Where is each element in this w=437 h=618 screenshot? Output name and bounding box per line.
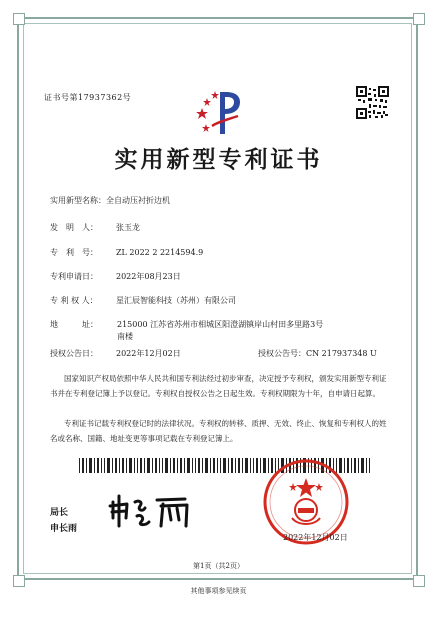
grant-date-value: 2022年12月02日	[116, 349, 181, 358]
address-line-1: 215000 江苏省苏州市相城区阳澄湖镇岸山村田多里路3号	[117, 320, 324, 329]
patent-number-row	[50, 247, 203, 258]
patentee-row	[50, 295, 236, 306]
legal-status-paragraph: 专利证书记载专利权登记时的法律状况。专利权的转移、质押、无效、终止、恢复和专利权人的姓名或名称、国籍、地址变更等事项记载在专利登记簿上。	[50, 419, 387, 443]
address-row	[50, 319, 98, 330]
patent-number-label: 专 利 号：	[50, 248, 98, 257]
commissioner-name: 申长雨	[50, 524, 78, 534]
page-number: 第1页（共2页）	[193, 562, 244, 570]
address-value	[117, 319, 367, 343]
patent-office-emblem-icon	[196, 86, 242, 136]
patentee-label: 专 利 权 人：	[50, 296, 98, 305]
grant-number-label: 授权公告号：	[258, 349, 306, 358]
inventor-value: 张玉龙	[116, 223, 140, 232]
certificate-title: 实用新型专利证书	[114, 146, 323, 173]
footer-note: 其他事项参见续页	[190, 587, 247, 595]
patent-number-value: ZL 2022 2 2214594.9	[116, 248, 204, 257]
utility-model-name-value: 全自动压衬折边机	[106, 196, 170, 205]
filing-date-value: 2022年08月23日	[116, 272, 181, 281]
utility-model-name-row	[50, 195, 170, 206]
address-label: 地 址：	[50, 320, 98, 329]
grant-date-label: 授权公告日：	[50, 349, 98, 358]
filing-date-row	[50, 271, 181, 282]
inventor-label: 发 明 人：	[50, 223, 98, 232]
grant-statement-paragraph: 国家知识产权局依照中华人民共和国专利法经过初步审查，决定授予专利权，颁发实用新型专利证书并在专利登记簿上予以登记。专利权自授权公告之日起生效。专利权期限为十年，自申请日起算。	[50, 374, 387, 398]
certificate-number: 证书号第17937362号	[44, 93, 132, 102]
grant-number-value: CN 217937348 U	[306, 349, 377, 358]
commissioner-block	[50, 505, 77, 537]
grant-number-row	[258, 348, 377, 359]
utility-model-name-label: 实用新型名称：	[50, 196, 106, 205]
commissioner-title: 局长	[50, 508, 69, 518]
grant-date-row	[50, 348, 181, 359]
seal-date: 2022年12月02日	[283, 533, 348, 542]
address-line-2: 南楼	[117, 332, 133, 341]
corner-ornament-top-left	[13, 13, 25, 25]
filing-date-label: 专利申请日：	[50, 272, 98, 281]
patentee-value: 星汇辰智能科技（苏州）有限公司	[116, 296, 236, 305]
inventor-row	[50, 222, 140, 233]
qr-code-icon	[356, 86, 389, 119]
corner-ornament-top-right	[413, 13, 425, 25]
commissioner-signature	[107, 492, 197, 530]
